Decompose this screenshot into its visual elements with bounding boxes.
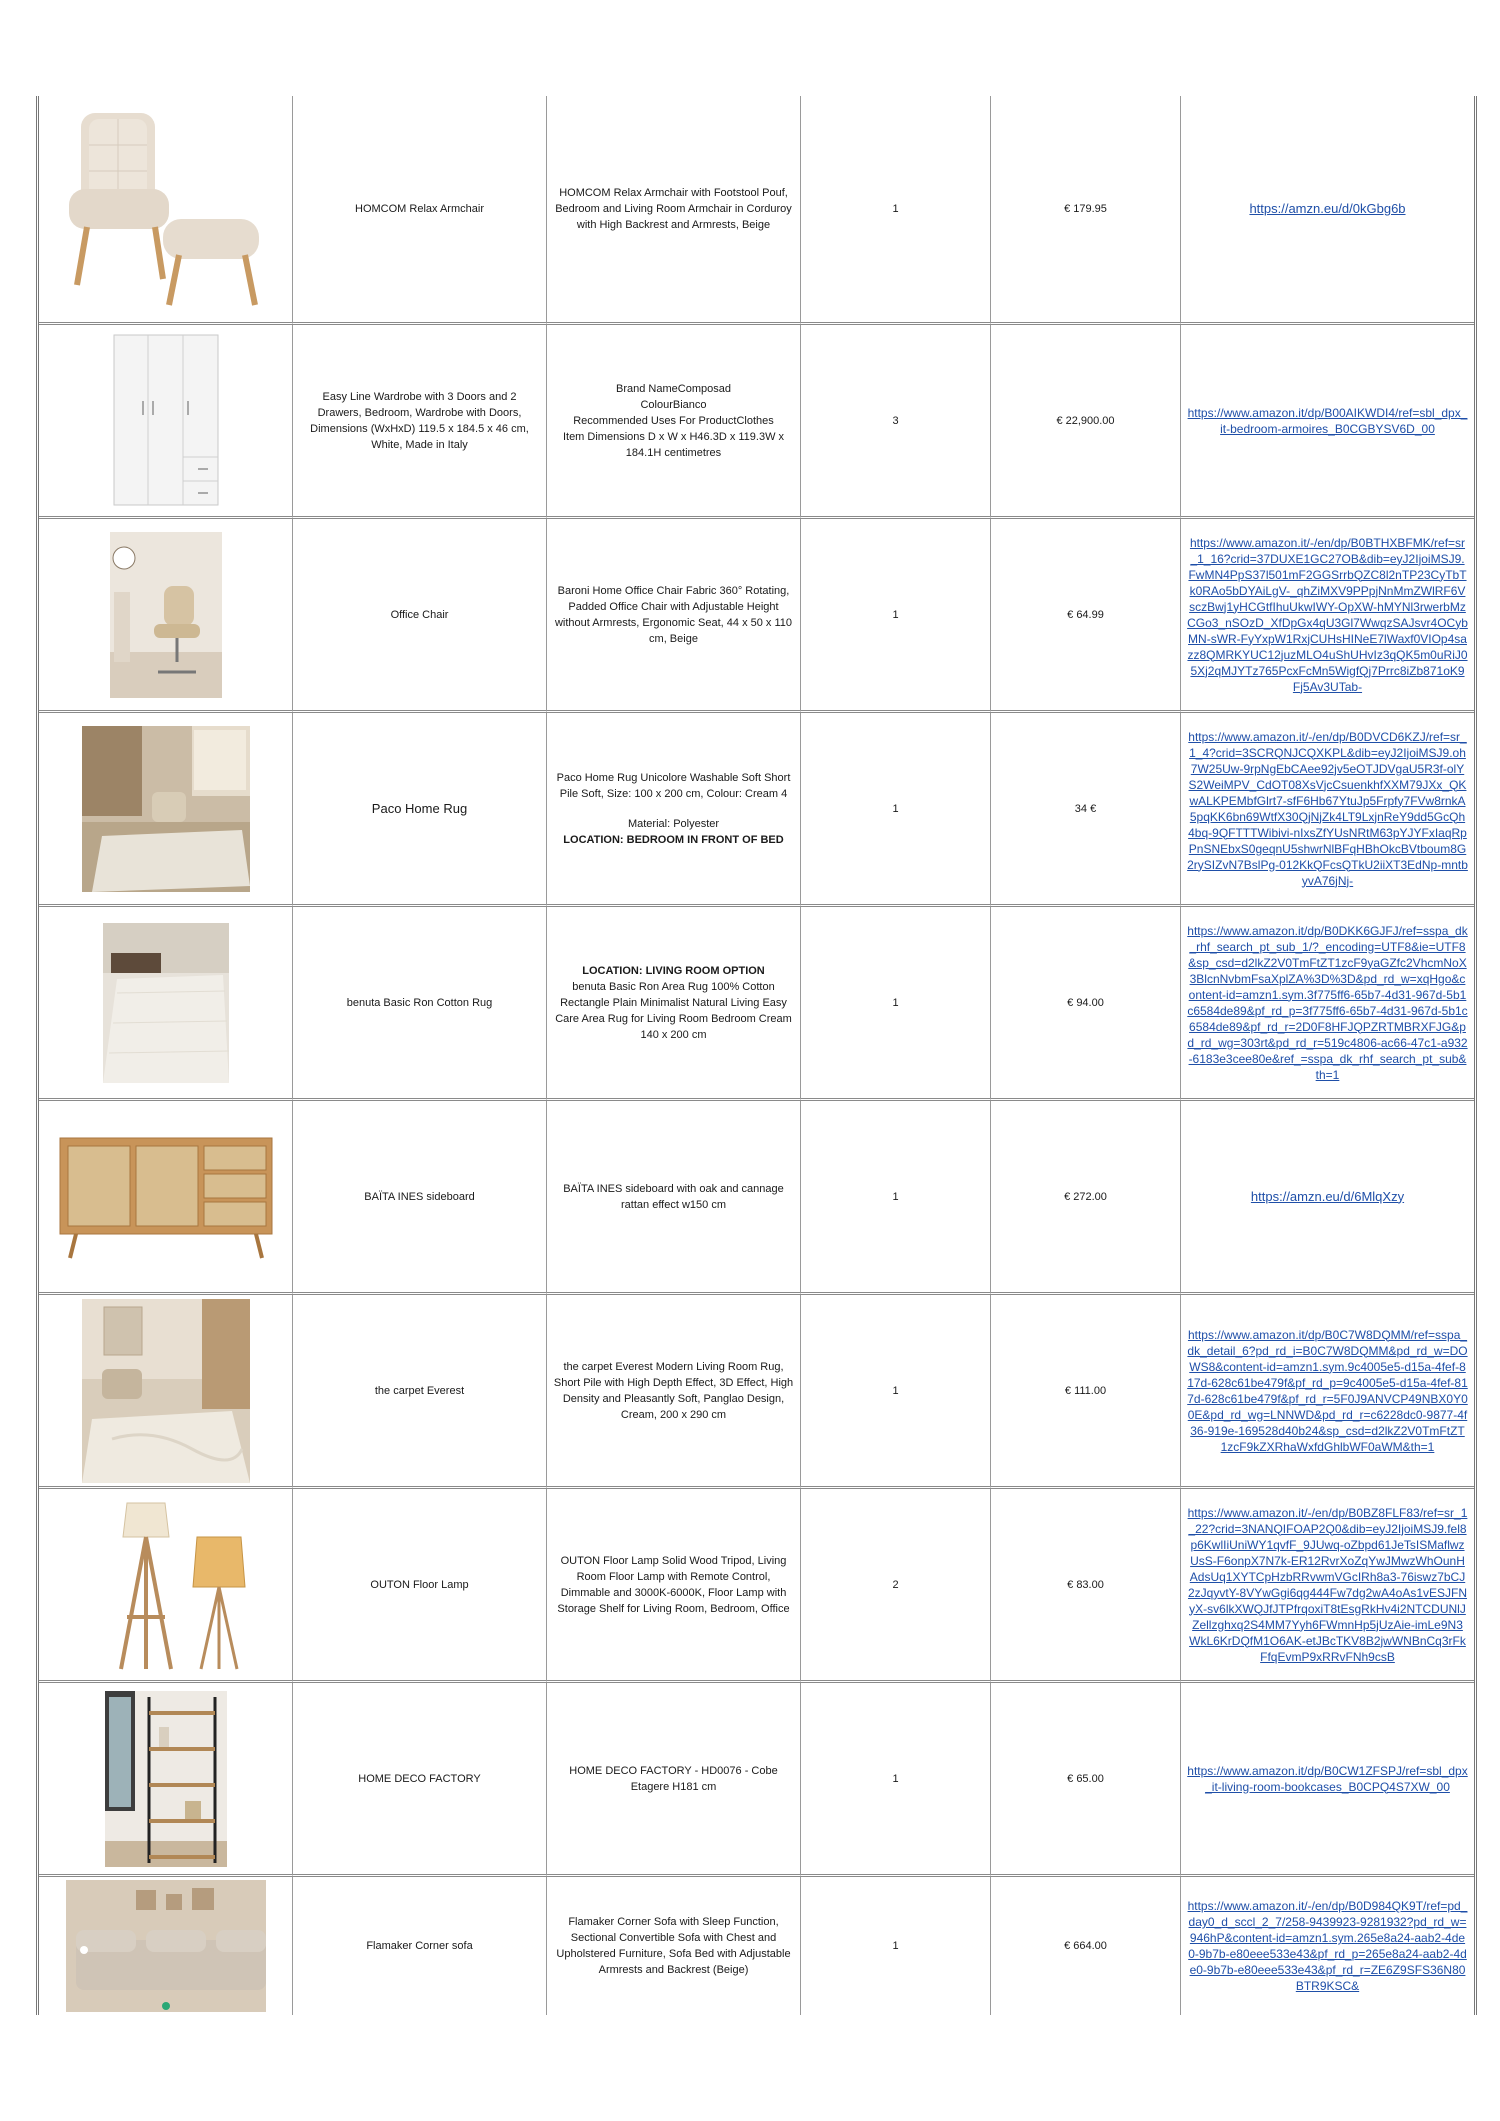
product-description	[547, 325, 801, 519]
product-name: BAÏTA INES sideboard	[293, 1101, 547, 1295]
product-link[interactable]: https://www.amazon.it/-/en/dp/B0BTHXBFMK/ref=sr_1_16?crid=37DUXE1GC27OB&dib=eyJ2IjoiMSJ9.FwMN4PpS37l501mF2GGSrrbQZC8l2nTP23CyTbTk0RAo5bDYAiLgV-_qhZiMXV9PPpjNnMmZWlRF6VsczBwj1yHCGtfIhuUkwIWY-OpXW-hMYNl3rwerbMzCGo3_nSOzD_XfDpGx4qU3Gl7WwqzSAJsvr4OCybMN-sWR-FyYxpW1RxjCUHsHINeE7lWaxf0VIOp4sazz8QMRKYUC12juzMLO4uShUHvIz3qQK5m0uRiJ05Xj2qMJYTz765PcxFcMn5WigfQj7Prrc8iZb871oK9Fj5Av3UTab-	[1187, 535, 1468, 694]
description-line: benuta Basic Ron Area Rug 100% Cotton Rectangle Plain Minimalist Natural Living Easy Care Area Rug for Living Room Bedroom Cream 140 x 200 cm	[555, 980, 792, 1041]
product-description	[547, 907, 801, 1101]
product-name: HOMCOM Relax Armchair	[293, 96, 547, 325]
product-image-cell	[39, 713, 293, 907]
product-name: Flamaker Corner sofa	[293, 1877, 547, 2015]
table-row	[39, 713, 1474, 907]
description-line: the carpet Everest Modern Living Room Rug, Short Pile with High Depth Effect, 3D Effect, High Density and Pleasantly Soft, Panglao Design, Cream, 200 x 290 cm	[553, 1360, 794, 1421]
description-line: Item Dimensions D x W x H46.3D x 119.3W x 184.1H centimetres	[562, 430, 785, 459]
product-link-cell	[1181, 1101, 1474, 1295]
table-row	[39, 1877, 1474, 2015]
description-line: Brand NameComposad	[616, 382, 731, 395]
product-link[interactable]: https://www.amazon.it/dp/B0CW1ZFSPJ/ref=sbl_dpx_it-living-room-bookcases_B0CPQ4S7XW_00	[1187, 1763, 1468, 1794]
product-link-cell	[1181, 1683, 1474, 1877]
product-link-cell	[1181, 1877, 1474, 2015]
product-price: € 111.00	[991, 1295, 1181, 1489]
product-quantity: 3	[801, 325, 991, 519]
location-note: LOCATION: LIVING ROOM OPTION	[582, 964, 765, 977]
product-name: benuta Basic Ron Cotton Rug	[293, 907, 547, 1101]
table-row	[39, 1295, 1474, 1489]
product-description	[547, 713, 801, 907]
product-image-cell	[39, 1877, 293, 2015]
product-image-cell	[39, 1683, 293, 1877]
product-image-cell	[39, 519, 293, 713]
tripod-floor-lamp-photo	[81, 1497, 251, 1673]
product-name: HOME DECO FACTORY	[293, 1683, 547, 1877]
product-image-cell	[39, 325, 293, 519]
description-gap	[553, 802, 794, 816]
table-row	[39, 1683, 1474, 1877]
description-line: Baroni Home Office Chair Fabric 360° Rotating, Padded Office Chair with Adjustable Height without Armrests, Ergonomic Seat, 44 x 50 x 110 cm, Beige	[554, 584, 793, 645]
table-row	[39, 325, 1474, 519]
description-line: Recommended Uses For ProductClothes	[573, 414, 774, 427]
product-name: the carpet Everest	[293, 1295, 547, 1489]
product-price: € 22,900.00	[991, 325, 1181, 519]
description-line: Paco Home Rug Unicolore Washable Soft Short Pile Soft, Size: 100 x 200 cm, Colour: Cream 4	[556, 771, 791, 800]
product-quantity: 1	[801, 96, 991, 325]
product-quantity: 1	[801, 713, 991, 907]
product-quantity: 2	[801, 1489, 991, 1683]
product-name: OUTON Floor Lamp	[293, 1489, 547, 1683]
table-row	[39, 1101, 1474, 1295]
product-name: Paco Home Rug	[293, 713, 547, 907]
product-quantity: 1	[801, 1683, 991, 1877]
product-description	[547, 1877, 801, 2015]
product-price: € 664.00	[991, 1877, 1181, 2015]
white-wardrobe-photo	[106, 331, 226, 511]
product-image-cell	[39, 96, 293, 325]
oak-rattan-sideboard-photo	[56, 1132, 276, 1262]
product-link-cell	[1181, 519, 1474, 713]
product-price: € 64.99	[991, 519, 1181, 713]
product-name: Office Chair	[293, 519, 547, 713]
product-table	[36, 96, 1477, 2015]
product-price: 34 €	[991, 713, 1181, 907]
product-price: € 65.00	[991, 1683, 1181, 1877]
product-link[interactable]: https://www.amazon.it/dp/B0DKK6GJFJ/ref=sspa_dk_rhf_search_pt_sub_1/?_encoding=UTF8&ie=UTF8&sp_csd=d2lkZ2V0TmFtZT1zcF9yaGZfc2VhcmNoX3BlcnNvbmFsaXplZA%3D%3D&pd_rd_w=xqHgo&content-id=amzn1.sym.3f775ff6-65b7-4d31-967d-5b1c6584de89&pf_rd_p=3f775ff6-65b7-4d31-967d-5b1c6584de89&pf_rd_r=2D0F8HFJQPZRTMBRXFJG&pd_rd_wg=303rt&pd_rd_r=519c4806-ac66-47c1-a932-6183e3cee80e&ref_=sspa_dk_rhf_search_pt_sub&th=1	[1187, 923, 1468, 1082]
table-row	[39, 1489, 1474, 1683]
product-link[interactable]: https://www.amazon.it/dp/B00AIKWDI4/ref=sbl_dpx_it-bedroom-armoires_B0CGBYSV6D_00	[1187, 405, 1468, 436]
product-price: € 179.95	[991, 96, 1181, 325]
table-row	[39, 907, 1474, 1101]
product-price: € 94.00	[991, 907, 1181, 1101]
location-note: LOCATION: BEDROOM IN FRONT OF BED	[563, 833, 784, 846]
product-link-cell	[1181, 325, 1474, 519]
product-description	[547, 1683, 801, 1877]
product-description	[547, 1101, 801, 1295]
office-chair-photo	[110, 532, 222, 698]
cream-cotton-rug-photo	[103, 923, 229, 1083]
product-link-cell	[1181, 1295, 1474, 1489]
living-room-rug-photo	[82, 1299, 250, 1483]
product-link-cell	[1181, 713, 1474, 907]
product-description	[547, 96, 801, 325]
product-description	[547, 519, 801, 713]
product-link[interactable]: https://amzn.eu/d/0kGbg6b	[1249, 201, 1406, 216]
product-price: € 83.00	[991, 1489, 1181, 1683]
description-line: OUTON Floor Lamp Solid Wood Tripod, Living Room Floor Lamp with Remote Control, Dimmable and 3000K-6000K, Floor Lamp with Storage Shelf for Living Room, Bedroom, Office	[557, 1554, 790, 1615]
description-line: Flamaker Corner Sofa with Sleep Function, Sectional Convertible Sofa with Chest and Upholstered Furniture, Sofa Bed with Adjustable Armrests and Backrest (Beige)	[556, 1916, 791, 1976]
product-description	[547, 1295, 801, 1489]
product-link[interactable]: https://www.amazon.it/-/en/dp/B0BZ8FLF83/ref=sr_1_22?crid=3NANQIFOAP2Q0&dib=eyJ2IjoiMSJ9.fel8p6KwlIiUniWY1qvfF_9JUwq-oZbpd61JeTsISMaflwzUsS-F6onpX7N7k-ER12RvrXoZqYwJMwzWhOunHAdsUq1XYTCpHzbRRvwmVGcIRh8a3-76iswz7bCJ2zJqyvtY-8VYwGgi6qg444Fw7dg2wA4oAs1vESJFNyX-sv6lkXWQJfJTPfrqoxiT8tEsgRkHv4i2NTCDUNlJZellzghxq2S4MM7Yyh6FWmnHp5jUzAie-imLe9N3WkL6KrDQfM1O6AK-etJBcTKV8B2jwWNBnCq3rFkFfqEvmP9xRRvFNh9csB	[1187, 1505, 1468, 1664]
product-quantity: 1	[801, 519, 991, 713]
product-link[interactable]: https://www.amazon.it/dp/B0C7W8DQMM/ref=sspa_dk_detail_6?pd_rd_i=B0C7W8DQMM&pd_rd_w=DOWS8&content-id=amzn1.sym.9c4005e5-d15a-4fef-817d-628c61be479f&pf_rd_p=9c4005e5-d15a-4fef-817d-628c61be479f&pf_rd_r=5F0J9ANVCP49NBX0Y00E&pd_rd_wg=LNNWD&pd_rd_r=c6228dc0-9877-4f36-919e-169528d40b24&sp_csd=d2lkZ2V0TmFtZT1zcF9kZXRhaWxfdGhlbWF0aWM&th=1	[1187, 1327, 1468, 1454]
product-link[interactable]: https://www.amazon.it/-/en/dp/B0D984QK9T/ref=pd_day0_d_sccl_2_7/258-9439923-9281932?pd_rd_w=946hP&content-id=amzn1.sym.265e8a24-aab2-4de0-9b7b-e80eee533e43&pf_rd_p=265e8a24-aab2-4de0-9b7b-e80eee533e43&pf_rd_r=ZE6Z9SFS36N80BTR9KSC&	[1187, 1899, 1468, 1993]
description-line: HOME DECO FACTORY - HD0076 - Cobe Etagere H181 cm	[569, 1764, 778, 1793]
product-link-cell	[1181, 1489, 1474, 1683]
product-image-cell	[39, 1101, 293, 1295]
product-description	[547, 1489, 801, 1683]
product-link[interactable]: https://www.amazon.it/-/en/dp/B0DVCD6KZJ/ref=sr_1_4?crid=3SCRQNJCQXKPL&dib=eyJ2IjoiMSJ9.oh7W25Uw-9rpNgEbCAee92jv5eOTJDVgaU5R3f-olYS2WeiMPV_CdOT08XsVjcCsuenkhfXXM79JXx_QKwALKPEMbfGlrt7-sfF6Hb67YtuJp5Frpfy7FVw8rnkA5pqKK6bn69WtfX30QjNjZk4LT9LxjnReY9dd5GcQh4bq-9QFTTTWibivi-nIxsZfYUsNRtM63pYJYFxIaqRpPnSNEbxS0geqnU5shwrNlBFqHBhOkcBVtboum8G2rySIZvN7BslPg-012KkQFcsQTkU2iiXT3EdNp-mntbyvA76jNj-	[1187, 729, 1468, 888]
description-line: Material: Polyester	[627, 817, 720, 830]
armchair-with-footstool-photo	[51, 109, 281, 309]
metal-bookcase-photo	[105, 1691, 227, 1867]
product-name: Easy Line Wardrobe with 3 Doors and 2 Drawers, Bedroom, Wardrobe with Doors, Dimensions (WxHxD) 119.5 x 184.5 x 46 cm, White, Made in Italy	[293, 325, 547, 519]
product-quantity: 1	[801, 1295, 991, 1489]
product-quantity: 1	[801, 1877, 991, 2015]
product-image-cell	[39, 1489, 293, 1683]
product-link-cell	[1181, 96, 1474, 325]
table-row	[39, 519, 1474, 713]
product-price: € 272.00	[991, 1101, 1181, 1295]
product-image-cell	[39, 907, 293, 1101]
product-link-cell	[1181, 907, 1474, 1101]
product-quantity: 1	[801, 1101, 991, 1295]
corner-sofa-photo	[66, 1880, 266, 2012]
cream-rug-in-bedroom-photo	[82, 726, 250, 892]
description-line: ColourBianco	[640, 398, 707, 411]
product-quantity: 1	[801, 907, 991, 1101]
product-link[interactable]: https://amzn.eu/d/6MlqXzy	[1250, 1188, 1405, 1204]
description-line: HOMCOM Relax Armchair with Footstool Pouf, Bedroom and Living Room Armchair in Corduroy with High Backrest and Armrests, Beige	[555, 187, 792, 231]
product-sheet	[36, 96, 1474, 2039]
table-row	[39, 96, 1474, 325]
description-line: BAÏTA INES sideboard with oak and cannage rattan effect w150 cm	[563, 1182, 784, 1211]
product-image-cell	[39, 1295, 293, 1489]
